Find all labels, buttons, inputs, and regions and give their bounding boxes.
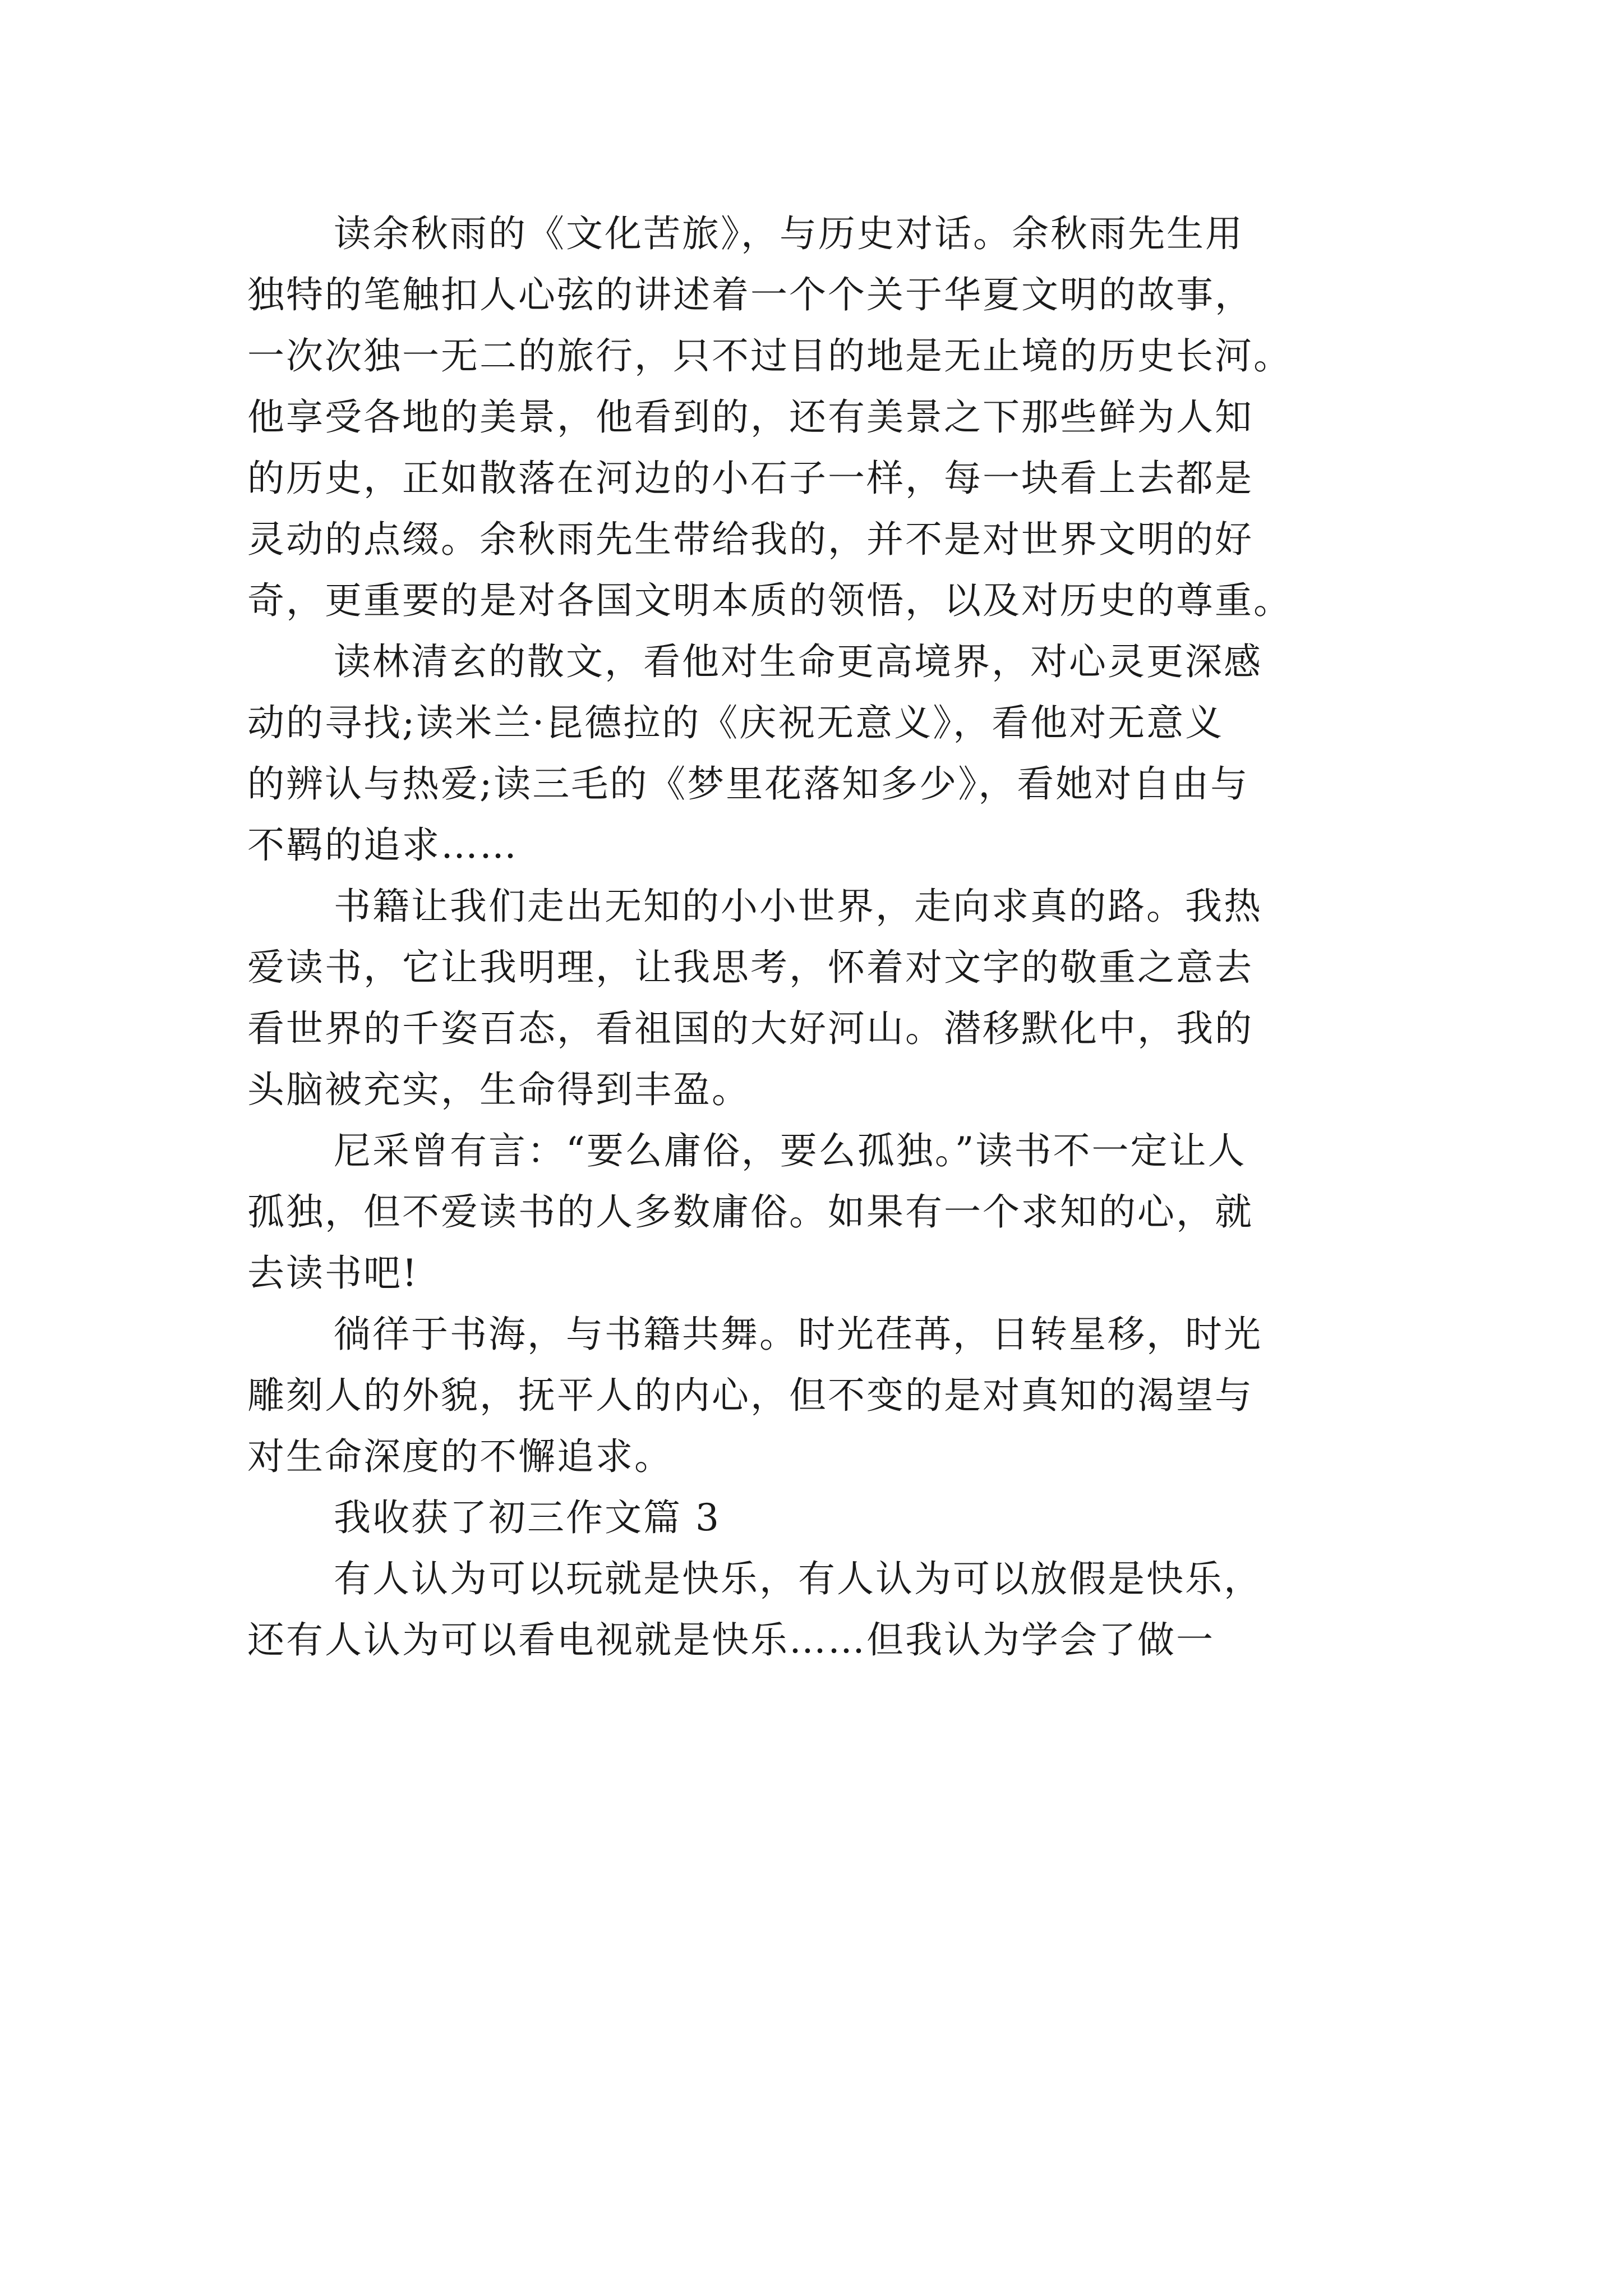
text-line: 对生命深度的不懈追求。	[247, 1435, 673, 1478]
text-line: 的历史，正如散落在河边的小石子一样，每一块看上去都是	[247, 457, 1253, 500]
text-line: 动的寻找;读米兰·昆德拉的《庆祝无意义》，看他对无意义	[247, 701, 1224, 744]
text-line: 读余秋雨的《文化苦旅》，与历史对话。余秋雨先生用	[334, 212, 1244, 255]
document-body	[247, 203, 1403, 1671]
text-line: 看世界的千姿百态，看祖国的大好河山。潜移默化中，我的	[247, 1007, 1253, 1050]
text-line: 不羁的追求……	[247, 823, 518, 867]
text-line: 头脑被充实，生命得到丰盈。	[247, 1068, 750, 1111]
text-line: 书籍让我们走出无知的小小世界，走向求真的路。我热	[334, 885, 1262, 928]
text-line: 孤独，但不爱读书的人多数庸俗。如果有一个求知的心，就	[247, 1190, 1253, 1234]
text-line: 还有人认为可以看电视就是快乐……但我认为学会了做一	[247, 1618, 1215, 1662]
text-line: 读林清玄的散文，看他对生命更高境界，对心灵更深感	[334, 640, 1262, 683]
text-line: 一次次独一无二的旅行，只不过目的地是无止境的历史长河。	[247, 334, 1292, 378]
text-line: 有人认为可以玩就是快乐，有人认为可以放假是快乐，	[334, 1557, 1262, 1600]
text-line: 雕刻人的外貌，抚平人的内心，但不变的是对真知的渴望与	[247, 1374, 1253, 1417]
section-heading: 我收获了初三作文篇 3	[334, 1496, 721, 1539]
text-line: 爱读书，它让我明理，让我思考，怀着对文字的敬重之意去	[247, 946, 1253, 989]
text-line: 灵动的点缀。余秋雨先生带给我的，并不是对世界文明的好	[247, 518, 1253, 561]
text-line: 尼采曾有言：“要么庸俗，要么孤独。”读书不一定让人	[334, 1129, 1247, 1172]
text-line: 徜徉于书海，与书籍共舞。时光荏苒，日转星移，时光	[334, 1313, 1262, 1356]
text-line: 奇，更重要的是对各国文明本质的领悟，以及对历史的尊重。	[247, 579, 1292, 622]
text-line: 独特的笔触扣人心弦的讲述着一个个关于华夏文明的故事，	[247, 273, 1253, 316]
text-line: 他享受各地的美景，他看到的，还有美景之下那些鲜为人知	[247, 395, 1253, 439]
text-line: 的辨认与热爱;读三毛的《梦里花落知多少》，看她对自由与	[247, 762, 1249, 806]
text-line: 去读书吧!	[247, 1251, 419, 1295]
